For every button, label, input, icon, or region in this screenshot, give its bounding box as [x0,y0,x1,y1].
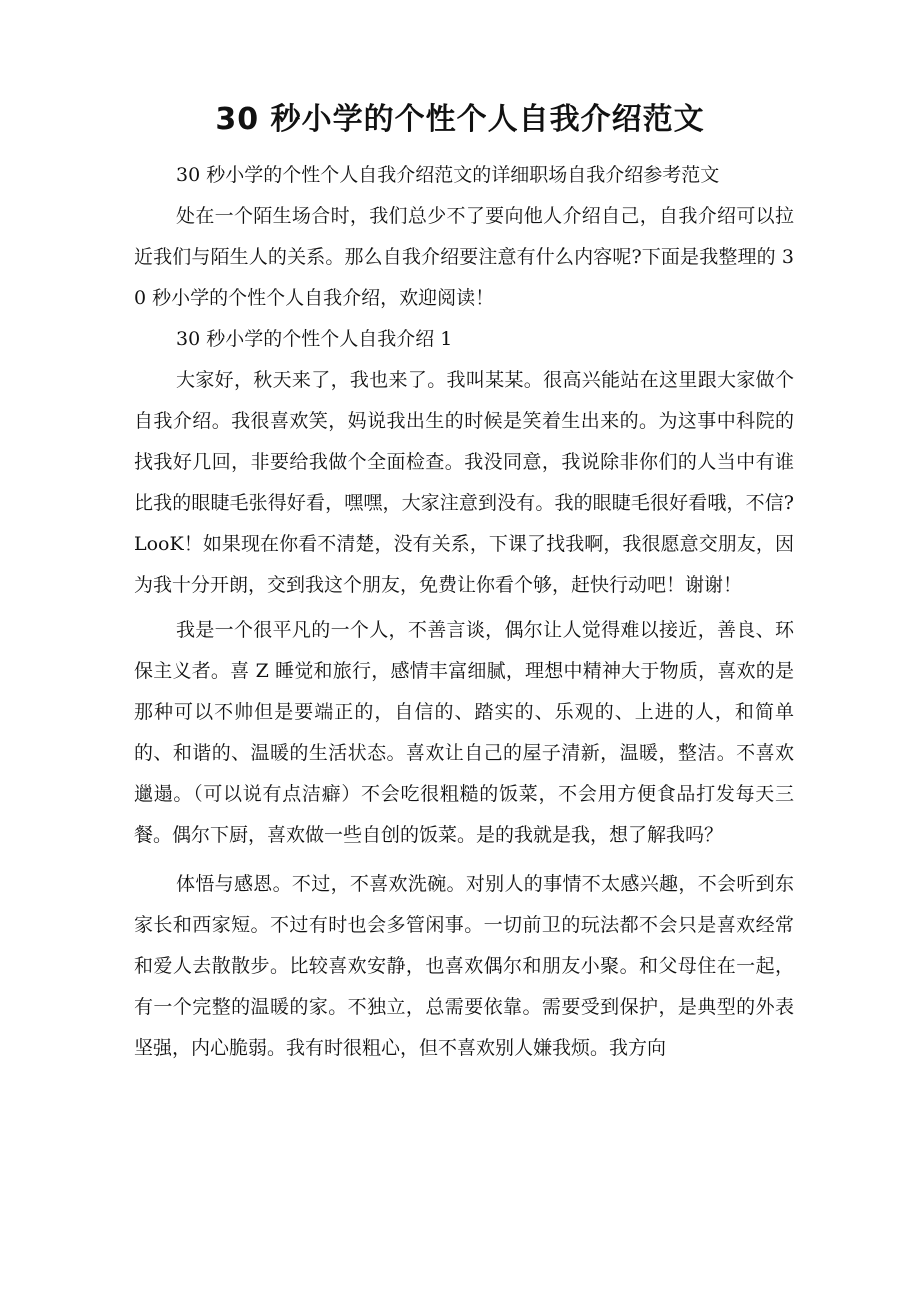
paragraph-section-heading: 30 秒小学的个性个人自我介绍 1 [176,328,453,350]
paragraph-body: 体悟与感恩。不过，不喜欢洗碗。对别人的事情不太感兴趣，不会听到东家长和西家短。不过有时也会多管闲事。一切前卫的玩法都不会只是喜欢经常和爱人去散散步。比较喜欢安静，也喜欢偶尔和朋友小聚。和父母住在一起，有一个完整的温暖的家。不独立，总需要依靠。需要受到保护，是典型的外表坚强，内心脆弱。我有时很粗心，但不喜欢别人嫌我烦。我方向 [134,873,794,1059]
paragraph-intro: 处在一个陌生场合时，我们总少不了要向他人介绍自己，自我介绍可以拉近我们与陌生人的关系。那么自我介绍要注意有什么内容呢?下面是我整理的 30 秒小学的个性个人自我介绍，欢迎阅读！ [134,205,794,309]
paragraph-body: 大家好，秋天来了，我也来了。我叫某某。很高兴能站在这里跟大家做个自我介绍。我很喜欢笑，妈说我出生的时候是笑着生出来的。为这事中科院的找我好几回，非要给我做个全面检查。我没同意，我说除非你们的人当中有谁比我的眼睫毛张得好看，嘿嘿，大家注意到没有。我的眼睫毛很好看哦，不信?LooK！如果现在你看不清楚，没有关系，下课了找我啊，我很愿意交朋友，因为我十分开朗，交到我这个朋友，免费让你看个够，赶快行动吧！谢谢！ [134,369,794,596]
page-title: 30 秒小学的个性个人自我介绍范文 [215,102,705,137]
paragraph-body: 我是一个很平凡的一个人，不善言谈，偶尔让人觉得难以接近，善良、环保主义者。喜 Z 睡觉和旅行，感情丰富细腻，理想中精神大于物质，喜欢的是那种可以不帅但是要端正的，自信的、踏实的、乐观的、上进的人，和简单的、和谐的、温暖的生活状态。喜欢让自己的屋子清新，温暖，整洁。不喜欢邋遢。（可以说有点洁癖）不会吃很粗糙的饭菜，不会用方便食品打发每天三餐。偶尔下厨，喜欢做一些自创的饭菜。是的我就是我，想了解我吗？ [134,619,794,846]
document-body [134,155,794,1069]
paragraph-subtitle: 30 秒小学的个性个人自我介绍范文的详细职场自我介绍参考范文 [176,164,720,186]
